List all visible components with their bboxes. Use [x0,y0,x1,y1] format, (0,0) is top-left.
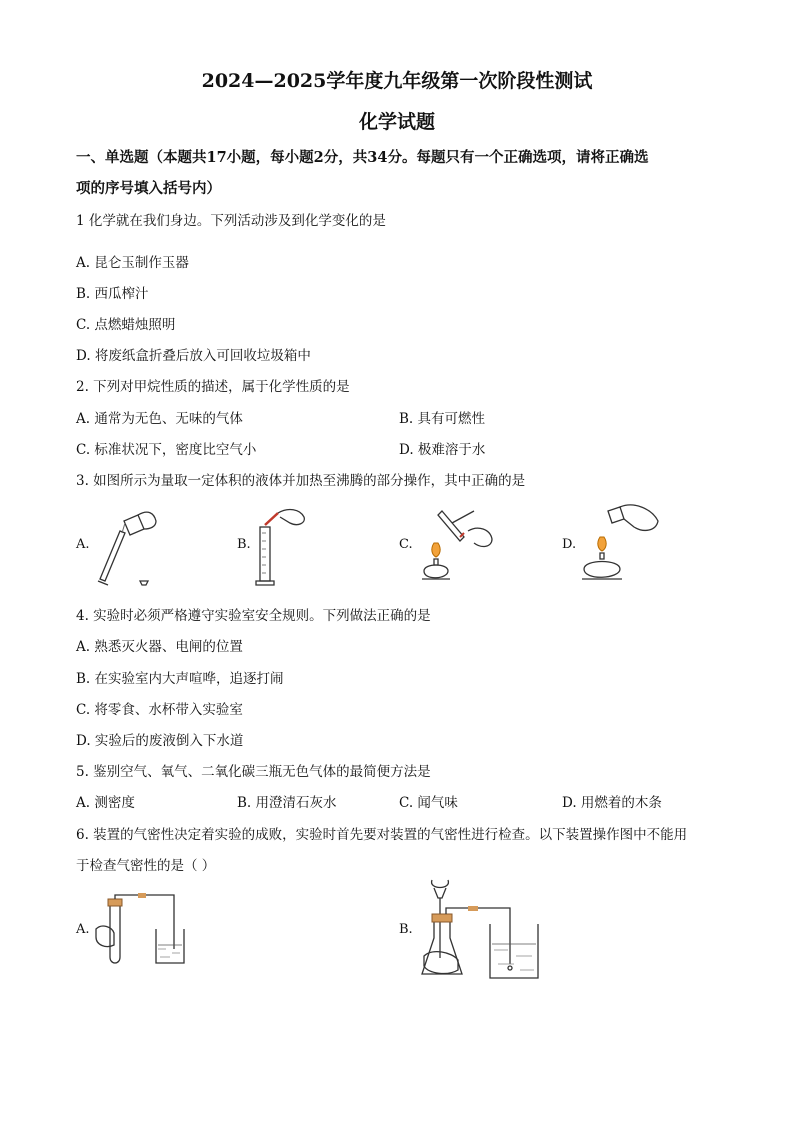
page-title: 2024—2025学年度九年级第一次阶段性测试 [201,70,593,92]
question-3-option-d: D. [562,537,577,552]
question-5-stem: 5. 鉴别空气、氧气、二氧化碳三瓶无色气体的最简便方法是 [76,764,431,780]
question-4-stem: 4. 实验时必须严格遵守实验室安全规则。下列做法正确的是 [76,608,431,624]
question-3-option-c: C. [399,537,413,552]
question-2-option-b: B. 具有可燃性 [399,411,486,427]
heating-test-tube-over-alcohol-lamp-icon [416,503,501,588]
flask-with-funnel-leak-check-icon [418,878,548,983]
pouring-liquid-into-graduated-cylinder-icon [92,503,162,588]
question-6-option-a: A. [76,922,90,937]
question-4-option-b: B. 在实验室内大声喧哗，追逐打闹 [76,671,284,687]
question-1-stem: 1 化学就在我们身边。下列活动涉及到化学变化的是 [76,213,386,229]
question-2-stem: 2. 下列对甲烷性质的描述，属于化学性质的是 [76,379,350,395]
question-6-option-b: B. [399,922,413,937]
question-1-option-b: B. 西瓜榨汁 [76,286,149,302]
question-5-option-c: C. 闻气味 [399,795,458,811]
question-3-stem: 3. 如图所示为量取一定体积的液体并加热至沸腾的部分操作，其中正确的是 [76,473,526,489]
question-6-stem-line1: 6. 装置的气密性决定着实验的成败，实验时首先要对装置的气密性进行检查。以下装置操作图中不能用 [76,827,688,843]
question-1-option-d: D. 将废纸盒折叠后放入可回收垃圾箱中 [76,348,311,364]
question-2-option-a: A. 通常为无色、无味的气体 [76,411,243,427]
dropper-into-graduated-cylinder-icon [252,503,317,588]
question-5-option-d: D. 用燃着的木条 [562,795,662,811]
question-4-option-a: A. 熟悉灭火器、电闸的位置 [76,639,243,655]
question-5-option-b: B. 用澄清石灰水 [237,795,337,811]
section-heading-line2: 项的序号填入括号内） [76,180,221,197]
question-3-option-b: B. [237,537,251,552]
question-5-option-a: A. 测密度 [76,795,135,811]
test-tube-hand-warming-leak-check-icon [92,893,202,973]
page-subtitle: 化学试题 [358,111,435,133]
question-3-option-a: A. [76,537,90,552]
question-4-option-d: D. 实验后的废液倒入下水道 [76,733,244,749]
question-1-option-a: A. 昆仑玉制作玉器 [76,255,189,271]
question-2-option-c: C. 标准状况下，密度比空气小 [76,442,257,458]
question-4-option-c: C. 将零食、水杯带入实验室 [76,702,243,718]
question-6-stem-line2: 于检查气密性的是（ ） [76,858,216,874]
section-heading-line1: 一、单选题（本题共17小题，每小题2分，共34分。每题只有一个正确选项，请将正确选 [76,149,649,166]
lighting-alcohol-lamp-icon [578,503,663,588]
question-1-option-c: C. 点燃蜡烛照明 [76,317,176,333]
question-2-option-d: D. 极难溶于水 [399,442,486,458]
